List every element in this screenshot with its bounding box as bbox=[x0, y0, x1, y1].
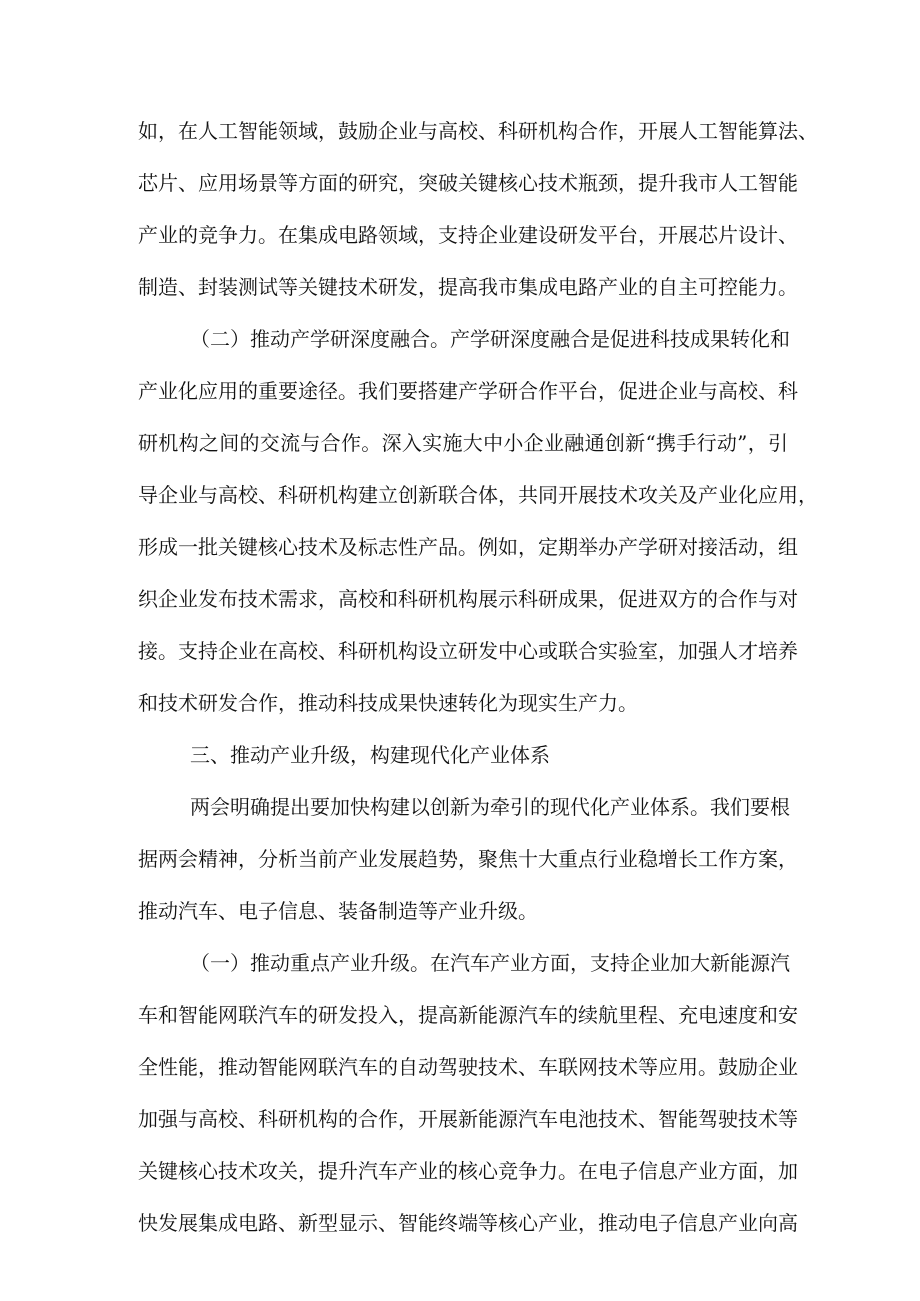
paragraph-industry-academia bbox=[138, 313, 818, 729]
text-line: 关键核心技术攻关，提升汽车产业的核心竞争力。在电子信息产业方面，加 bbox=[138, 1159, 798, 1183]
text-line: 导企业与高校、科研机构建立创新联合体，共同开展技术攻关及产业化应用， bbox=[138, 483, 818, 507]
paragraph-ai-ic bbox=[138, 105, 818, 313]
text-line: 车和智能网联汽车的研发投入，提高新能源汽车的续航里程、充电速度和安 bbox=[138, 1003, 798, 1027]
section-heading bbox=[138, 729, 788, 781]
text-line: 两会明确提出要加快构建以创新为牵引的现代化产业体系。我们要根 bbox=[190, 795, 790, 819]
text-line: 研机构之间的交流与合作。深入实施大中小企业融通创新“携手行动”，引 bbox=[138, 431, 788, 455]
text-line: 形成一批关键核心技术及标志性产品。例如，定期举办产学研对接活动，组 bbox=[138, 535, 798, 559]
text-line: （二）推动产学研深度融合。产学研深度融合是促进科技成果转化和 bbox=[190, 327, 790, 351]
text-line: 加强与高校、科研机构的合作，开展新能源汽车电池技术、智能驾驶技术等 bbox=[138, 1107, 798, 1131]
text-line: 如，在人工智能领域，鼓励企业与高校、科研机构合作，开展人工智能算法、 bbox=[138, 119, 818, 143]
text-line: 接。支持企业在高校、科研机构设立研发中心或联合实验室，加强人才培养 bbox=[138, 639, 798, 663]
document-body bbox=[138, 105, 818, 1249]
paragraph-two-sessions bbox=[138, 781, 798, 937]
text-line: 芯片、应用场景等方面的研究，突破关键核心技术瓶颈，提升我市人工智能 bbox=[138, 171, 798, 195]
text-line: 据两会精神，分析当前产业发展趋势，聚焦十大重点行业稳增长工作方案， bbox=[138, 847, 798, 871]
text-line: 快发展集成电路、新型显示、智能终端等核心产业，推动电子信息产业向高 bbox=[138, 1211, 798, 1235]
text-line: 全性能，推动智能网联汽车的自动驾驶技术、车联网技术等应用。鼓励企业 bbox=[138, 1055, 798, 1079]
text-line: 和技术研发合作，推动科技成果快速转化为现实生产力。 bbox=[138, 691, 638, 715]
text-line: 产业化应用的重要途径。我们要搭建产学研合作平台，促进企业与高校、科 bbox=[138, 379, 798, 403]
text-line: 织企业发布技术需求，高校和科研机构展示科研成果，促进双方的合作与对 bbox=[138, 587, 798, 611]
text-line: 产业的竞争力。在集成电路领域，支持企业建设研发平台，开展芯片设计、 bbox=[138, 223, 798, 247]
text-line: 制造、封装测试等关键技术研发，提高我市集成电路产业的自主可控能力。 bbox=[138, 275, 798, 299]
text-line: 推动汽车、电子信息、装备制造等产业升级。 bbox=[138, 899, 538, 923]
section-heading-text: 三、推动产业升级，构建现代化产业体系 bbox=[190, 743, 550, 767]
paragraph-key-industries bbox=[138, 937, 798, 1249]
text-line: （一）推动重点产业升级。在汽车产业方面，支持企业加大新能源汽 bbox=[190, 951, 790, 975]
